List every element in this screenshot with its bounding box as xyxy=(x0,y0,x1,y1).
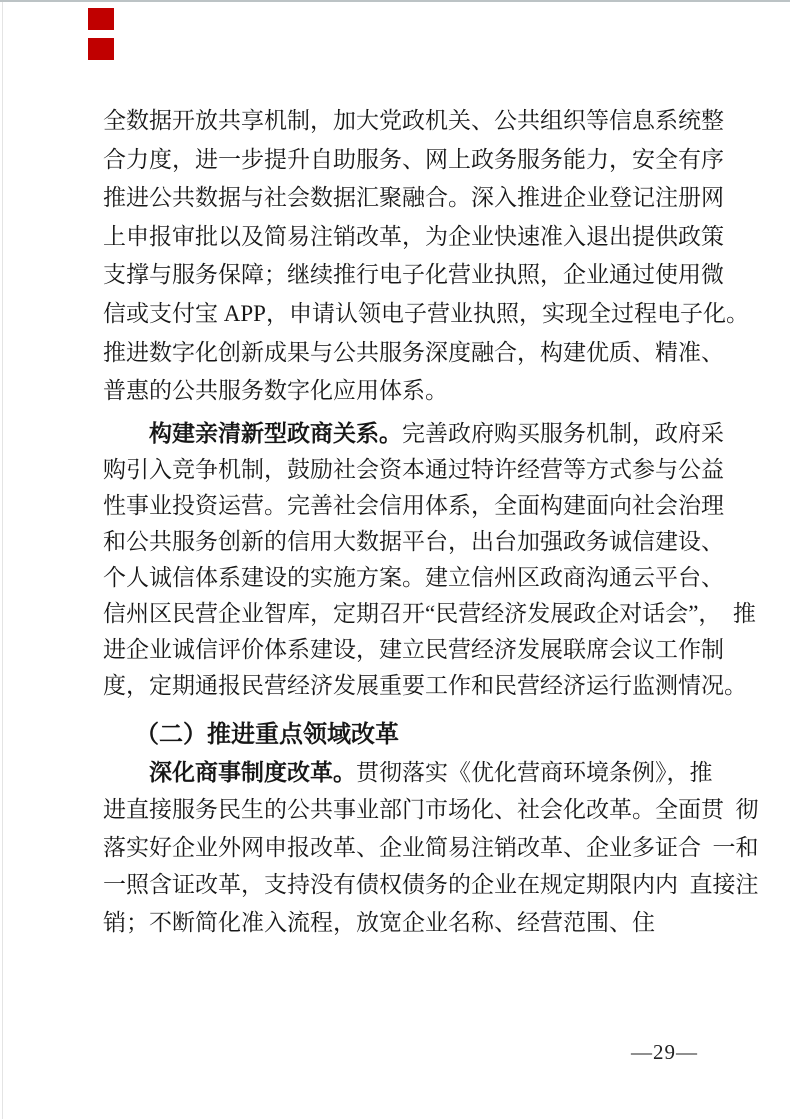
paragraph-digital-services xyxy=(103,102,749,411)
section-heading-key-reforms: （二）推进重点领域改革 xyxy=(135,720,399,748)
redaction-mark-bottom xyxy=(88,38,114,60)
scan-edge-line xyxy=(2,2,3,1119)
text-line: 上申报审批以及简易注销改革，为企业快速准入退出提供政策 xyxy=(103,223,724,249)
redaction-mark-top xyxy=(88,8,114,30)
text-line: 推进公共数据与社会数据汇聚融合。深入推进企业登记注册网 xyxy=(103,185,724,211)
text-line: 推进数字化创新成果与公共服务深度融合，构建优质、精准、 xyxy=(103,339,724,365)
paragraph-lead-rest: 完善政府购买服务机制，政府采 xyxy=(402,420,724,446)
text-line xyxy=(103,415,724,452)
text-line xyxy=(103,754,713,792)
text-line: 个人诚信体系建设的实施方案。建立信州区政商沟通云平台、 xyxy=(103,564,724,590)
text-line: 一照含证改革，支持没有债权债务的企业在规定期限内内 直接注 xyxy=(103,872,759,898)
text-line: 销；不断简化准入流程，放宽企业名称、经营范围、住 xyxy=(103,909,655,935)
document-body xyxy=(103,102,759,941)
page-number: —29— xyxy=(631,1040,698,1064)
text-line: 信州区民营企业智库，定期召开“民营经济发展政企对话会”， 推 xyxy=(103,600,756,626)
text-line: 度，定期通报民营经济发展重要工作和民营经济运行监测情况。 xyxy=(103,672,747,698)
text-line: 普惠的公共服务数字化应用体系。 xyxy=(103,378,448,404)
text-line: 购引入竞争机制，鼓励社会资本通过特许经营等方式参与公益 xyxy=(103,456,724,482)
paragraph-lead-bold: 构建亲清新型政商关系。 xyxy=(149,419,402,446)
text-line: 支撑与服务保障；继续推行电子化营业执照，企业通过使用微 xyxy=(103,262,724,288)
text-line: 落实好企业外网申报改革、企业简易注销改革、企业多证合 一和 xyxy=(103,834,759,860)
text-line: 合力度，进一步提升自助服务、网上政务服务能力，安全有序 xyxy=(103,146,724,172)
text-line: 信或支付宝 APP，申请认领电子营业执照，实现全过程电子化。 xyxy=(103,300,749,326)
paragraph-lead-bold: 深化商事制度改革。 xyxy=(149,758,356,785)
text-line: 和公共服务创新的信用大数据平台，出台加强政务诚信建设、 xyxy=(103,528,724,554)
text-line: 进企业诚信评价体系建设，建立民营经济发展联席会议工作制 xyxy=(103,636,724,662)
paragraph-lead-rest: 贯彻落实《优化营商环境条例》，推 xyxy=(356,759,713,785)
text-line: 全数据开放共享机制，加大党政机关、公共组织等信息系统整 xyxy=(103,108,724,133)
text-line: 性事业投资运营。完善社会信用体系，全面构建面向社会治理 xyxy=(103,492,724,518)
text-line: 进直接服务民生的公共事业部门市场化、社会化改革。全面贯 彻 xyxy=(103,797,759,823)
paragraph-government-business-relations xyxy=(103,415,756,704)
paragraph-commercial-system-reform xyxy=(103,754,759,942)
